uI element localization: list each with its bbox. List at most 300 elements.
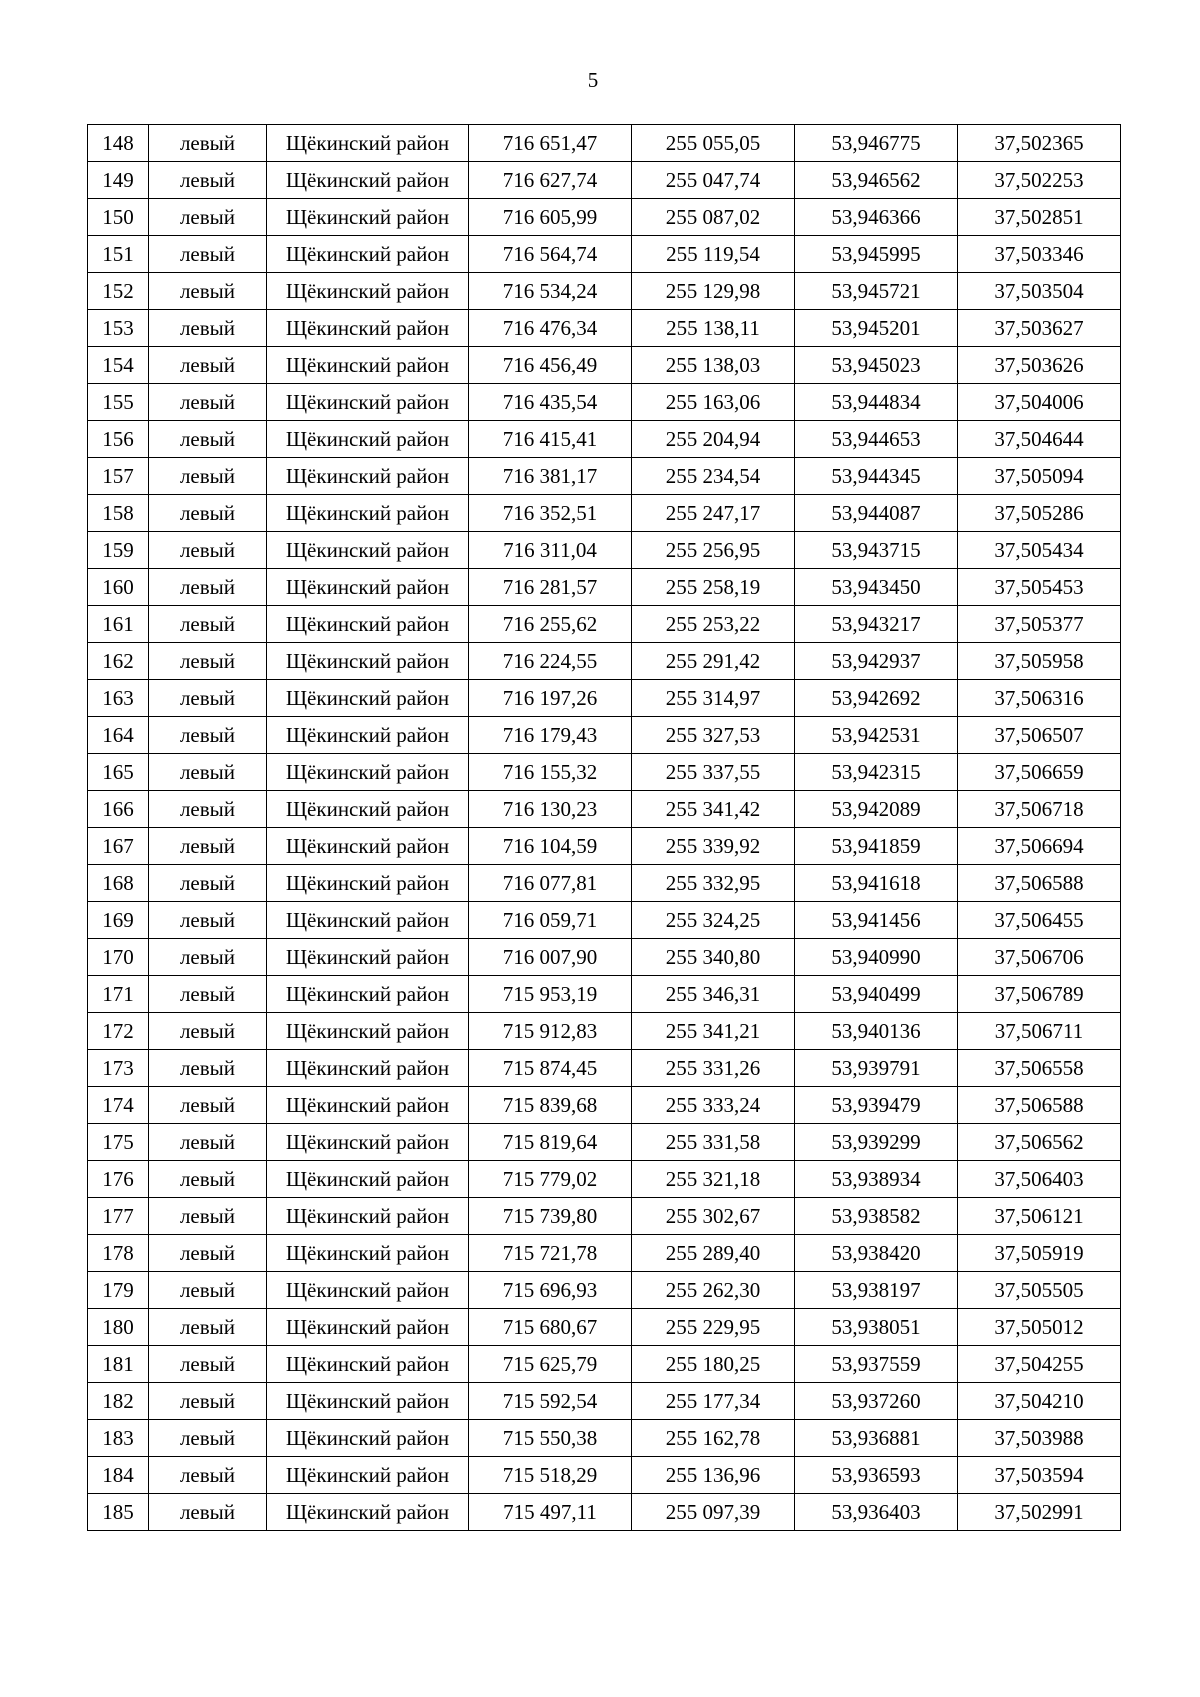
latitude-cell: 53,946775 xyxy=(795,125,958,162)
longitude-cell: 37,506588 xyxy=(958,1087,1121,1124)
point-number-cell: 156 xyxy=(88,421,149,458)
point-number-cell: 154 xyxy=(88,347,149,384)
point-number-cell: 158 xyxy=(88,495,149,532)
bank-side-cell: левый xyxy=(149,1124,267,1161)
bank-side-cell: левый xyxy=(149,273,267,310)
bank-side-cell: левый xyxy=(149,1050,267,1087)
bank-side-cell: левый xyxy=(149,421,267,458)
district-cell: Щёкинский район xyxy=(267,199,469,236)
latitude-cell: 53,938934 xyxy=(795,1161,958,1198)
longitude-cell: 37,506121 xyxy=(958,1198,1121,1235)
bank-side-cell: левый xyxy=(149,1235,267,1272)
coord-y-cell: 255 327,53 xyxy=(632,717,795,754)
longitude-cell: 37,505377 xyxy=(958,606,1121,643)
point-number-cell: 150 xyxy=(88,199,149,236)
bank-side-cell: левый xyxy=(149,976,267,1013)
point-number-cell: 174 xyxy=(88,1087,149,1124)
table-row xyxy=(88,1198,1121,1235)
coord-y-cell: 255 247,17 xyxy=(632,495,795,532)
coord-x-cell: 715 839,68 xyxy=(469,1087,632,1124)
table-body xyxy=(88,125,1121,1531)
table-row xyxy=(88,273,1121,310)
latitude-cell: 53,942315 xyxy=(795,754,958,791)
coord-x-cell: 715 497,11 xyxy=(469,1494,632,1531)
coord-x-cell: 716 059,71 xyxy=(469,902,632,939)
point-number-cell: 185 xyxy=(88,1494,149,1531)
coord-y-cell: 255 321,18 xyxy=(632,1161,795,1198)
district-cell: Щёкинский район xyxy=(267,569,469,606)
longitude-cell: 37,506403 xyxy=(958,1161,1121,1198)
table-row xyxy=(88,1124,1121,1161)
point-number-cell: 178 xyxy=(88,1235,149,1272)
longitude-cell: 37,502365 xyxy=(958,125,1121,162)
longitude-cell: 37,502253 xyxy=(958,162,1121,199)
bank-side-cell: левый xyxy=(149,458,267,495)
latitude-cell: 53,936403 xyxy=(795,1494,958,1531)
coord-x-cell: 715 912,83 xyxy=(469,1013,632,1050)
latitude-cell: 53,939299 xyxy=(795,1124,958,1161)
district-cell: Щёкинский район xyxy=(267,347,469,384)
table-row xyxy=(88,1161,1121,1198)
table-row xyxy=(88,1050,1121,1087)
table-row xyxy=(88,532,1121,569)
coord-x-cell: 716 281,57 xyxy=(469,569,632,606)
longitude-cell: 37,506558 xyxy=(958,1050,1121,1087)
bank-side-cell: левый xyxy=(149,939,267,976)
coord-y-cell: 255 055,05 xyxy=(632,125,795,162)
point-number-cell: 175 xyxy=(88,1124,149,1161)
longitude-cell: 37,506507 xyxy=(958,717,1121,754)
table-row xyxy=(88,717,1121,754)
coord-x-cell: 716 456,49 xyxy=(469,347,632,384)
longitude-cell: 37,503504 xyxy=(958,273,1121,310)
point-number-cell: 181 xyxy=(88,1346,149,1383)
latitude-cell: 53,940499 xyxy=(795,976,958,1013)
bank-side-cell: левый xyxy=(149,1013,267,1050)
longitude-cell: 37,503346 xyxy=(958,236,1121,273)
latitude-cell: 53,939791 xyxy=(795,1050,958,1087)
bank-side-cell: левый xyxy=(149,495,267,532)
coord-y-cell: 255 324,25 xyxy=(632,902,795,939)
point-number-cell: 179 xyxy=(88,1272,149,1309)
table-row xyxy=(88,236,1121,273)
bank-side-cell: левый xyxy=(149,1198,267,1235)
table-row xyxy=(88,939,1121,976)
point-number-cell: 163 xyxy=(88,680,149,717)
coord-y-cell: 255 087,02 xyxy=(632,199,795,236)
latitude-cell: 53,939479 xyxy=(795,1087,958,1124)
longitude-cell: 37,503627 xyxy=(958,310,1121,347)
longitude-cell: 37,506588 xyxy=(958,865,1121,902)
coord-y-cell: 255 302,67 xyxy=(632,1198,795,1235)
coord-y-cell: 255 346,31 xyxy=(632,976,795,1013)
longitude-cell: 37,506562 xyxy=(958,1124,1121,1161)
table-row xyxy=(88,976,1121,1013)
table-row xyxy=(88,421,1121,458)
longitude-cell: 37,506316 xyxy=(958,680,1121,717)
longitude-cell: 37,505453 xyxy=(958,569,1121,606)
latitude-cell: 53,940136 xyxy=(795,1013,958,1050)
point-number-cell: 167 xyxy=(88,828,149,865)
district-cell: Щёкинский район xyxy=(267,495,469,532)
coord-y-cell: 255 177,34 xyxy=(632,1383,795,1420)
longitude-cell: 37,506694 xyxy=(958,828,1121,865)
coord-y-cell: 255 314,97 xyxy=(632,680,795,717)
bank-side-cell: левый xyxy=(149,569,267,606)
bank-side-cell: левый xyxy=(149,828,267,865)
district-cell: Щёкинский район xyxy=(267,791,469,828)
table-row xyxy=(88,1420,1121,1457)
coord-x-cell: 716 415,41 xyxy=(469,421,632,458)
coord-x-cell: 715 518,29 xyxy=(469,1457,632,1494)
district-cell: Щёкинский район xyxy=(267,1087,469,1124)
latitude-cell: 53,938051 xyxy=(795,1309,958,1346)
latitude-cell: 53,944834 xyxy=(795,384,958,421)
coord-y-cell: 255 229,95 xyxy=(632,1309,795,1346)
latitude-cell: 53,945995 xyxy=(795,236,958,273)
coord-x-cell: 715 696,93 xyxy=(469,1272,632,1309)
point-number-cell: 176 xyxy=(88,1161,149,1198)
point-number-cell: 159 xyxy=(88,532,149,569)
coord-y-cell: 255 262,30 xyxy=(632,1272,795,1309)
bank-side-cell: левый xyxy=(149,865,267,902)
coord-x-cell: 715 874,45 xyxy=(469,1050,632,1087)
latitude-cell: 53,942531 xyxy=(795,717,958,754)
bank-side-cell: левый xyxy=(149,532,267,569)
latitude-cell: 53,942692 xyxy=(795,680,958,717)
point-number-cell: 157 xyxy=(88,458,149,495)
coord-y-cell: 255 256,95 xyxy=(632,532,795,569)
longitude-cell: 37,505919 xyxy=(958,1235,1121,1272)
bank-side-cell: левый xyxy=(149,902,267,939)
table-row xyxy=(88,125,1121,162)
table-row xyxy=(88,1235,1121,1272)
bank-side-cell: левый xyxy=(149,1272,267,1309)
district-cell: Щёкинский район xyxy=(267,125,469,162)
table-row xyxy=(88,1272,1121,1309)
latitude-cell: 53,944653 xyxy=(795,421,958,458)
district-cell: Щёкинский район xyxy=(267,273,469,310)
longitude-cell: 37,505286 xyxy=(958,495,1121,532)
coord-x-cell: 716 311,04 xyxy=(469,532,632,569)
longitude-cell: 37,503988 xyxy=(958,1420,1121,1457)
longitude-cell: 37,504255 xyxy=(958,1346,1121,1383)
district-cell: Щёкинский район xyxy=(267,1494,469,1531)
coord-y-cell: 255 138,03 xyxy=(632,347,795,384)
point-number-cell: 173 xyxy=(88,1050,149,1087)
table-row xyxy=(88,754,1121,791)
district-cell: Щёкинский район xyxy=(267,310,469,347)
district-cell: Щёкинский район xyxy=(267,1457,469,1494)
table-row xyxy=(88,199,1121,236)
coord-x-cell: 716 381,17 xyxy=(469,458,632,495)
bank-side-cell: левый xyxy=(149,162,267,199)
coord-x-cell: 715 953,19 xyxy=(469,976,632,1013)
point-number-cell: 148 xyxy=(88,125,149,162)
point-number-cell: 166 xyxy=(88,791,149,828)
point-number-cell: 164 xyxy=(88,717,149,754)
table-row xyxy=(88,458,1121,495)
district-cell: Щёкинский район xyxy=(267,1309,469,1346)
district-cell: Щёкинский район xyxy=(267,458,469,495)
district-cell: Щёкинский район xyxy=(267,606,469,643)
coord-x-cell: 716 605,99 xyxy=(469,199,632,236)
coord-y-cell: 255 138,11 xyxy=(632,310,795,347)
latitude-cell: 53,938420 xyxy=(795,1235,958,1272)
latitude-cell: 53,941456 xyxy=(795,902,958,939)
coord-x-cell: 716 435,54 xyxy=(469,384,632,421)
longitude-cell: 37,503626 xyxy=(958,347,1121,384)
longitude-cell: 37,505958 xyxy=(958,643,1121,680)
coord-x-cell: 716 534,24 xyxy=(469,273,632,310)
coord-y-cell: 255 289,40 xyxy=(632,1235,795,1272)
coord-x-cell: 716 627,74 xyxy=(469,162,632,199)
latitude-cell: 53,942937 xyxy=(795,643,958,680)
coord-y-cell: 255 331,58 xyxy=(632,1124,795,1161)
longitude-cell: 37,502991 xyxy=(958,1494,1121,1531)
table-row xyxy=(88,643,1121,680)
district-cell: Щёкинский район xyxy=(267,1124,469,1161)
coord-y-cell: 255 163,06 xyxy=(632,384,795,421)
coord-y-cell: 255 204,94 xyxy=(632,421,795,458)
coord-x-cell: 715 739,80 xyxy=(469,1198,632,1235)
bank-side-cell: левый xyxy=(149,310,267,347)
point-number-cell: 172 xyxy=(88,1013,149,1050)
district-cell: Щёкинский район xyxy=(267,939,469,976)
longitude-cell: 37,506659 xyxy=(958,754,1121,791)
coord-y-cell: 255 341,42 xyxy=(632,791,795,828)
coord-x-cell: 715 680,67 xyxy=(469,1309,632,1346)
longitude-cell: 37,505505 xyxy=(958,1272,1121,1309)
coord-y-cell: 255 129,98 xyxy=(632,273,795,310)
longitude-cell: 37,506789 xyxy=(958,976,1121,1013)
coord-y-cell: 255 253,22 xyxy=(632,606,795,643)
bank-side-cell: левый xyxy=(149,1457,267,1494)
latitude-cell: 53,937559 xyxy=(795,1346,958,1383)
longitude-cell: 37,504006 xyxy=(958,384,1121,421)
coord-x-cell: 716 476,34 xyxy=(469,310,632,347)
coord-x-cell: 715 819,64 xyxy=(469,1124,632,1161)
coord-x-cell: 716 155,32 xyxy=(469,754,632,791)
table-row xyxy=(88,569,1121,606)
latitude-cell: 53,941618 xyxy=(795,865,958,902)
coord-y-cell: 255 162,78 xyxy=(632,1420,795,1457)
table-row xyxy=(88,902,1121,939)
latitude-cell: 53,946366 xyxy=(795,199,958,236)
coord-y-cell: 255 180,25 xyxy=(632,1346,795,1383)
latitude-cell: 53,945023 xyxy=(795,347,958,384)
longitude-cell: 37,502851 xyxy=(958,199,1121,236)
bank-side-cell: левый xyxy=(149,643,267,680)
coord-y-cell: 255 291,42 xyxy=(632,643,795,680)
coord-y-cell: 255 136,96 xyxy=(632,1457,795,1494)
district-cell: Щёкинский район xyxy=(267,754,469,791)
coord-x-cell: 716 197,26 xyxy=(469,680,632,717)
coord-x-cell: 716 651,47 xyxy=(469,125,632,162)
coord-y-cell: 255 258,19 xyxy=(632,569,795,606)
coord-y-cell: 255 333,24 xyxy=(632,1087,795,1124)
bank-side-cell: левый xyxy=(149,1161,267,1198)
district-cell: Щёкинский район xyxy=(267,828,469,865)
latitude-cell: 53,943450 xyxy=(795,569,958,606)
bank-side-cell: левый xyxy=(149,754,267,791)
district-cell: Щёкинский район xyxy=(267,162,469,199)
district-cell: Щёкинский район xyxy=(267,1050,469,1087)
point-number-cell: 151 xyxy=(88,236,149,273)
district-cell: Щёкинский район xyxy=(267,236,469,273)
coord-x-cell: 716 007,90 xyxy=(469,939,632,976)
table-row xyxy=(88,865,1121,902)
table-row xyxy=(88,1457,1121,1494)
coord-x-cell: 716 352,51 xyxy=(469,495,632,532)
district-cell: Щёкинский район xyxy=(267,421,469,458)
bank-side-cell: левый xyxy=(149,791,267,828)
district-cell: Щёкинский район xyxy=(267,1161,469,1198)
longitude-cell: 37,504644 xyxy=(958,421,1121,458)
point-number-cell: 165 xyxy=(88,754,149,791)
point-number-cell: 180 xyxy=(88,1309,149,1346)
table-row xyxy=(88,1013,1121,1050)
table-row xyxy=(88,384,1121,421)
latitude-cell: 53,944345 xyxy=(795,458,958,495)
coord-y-cell: 255 340,80 xyxy=(632,939,795,976)
page-number: 5 xyxy=(587,68,599,92)
point-number-cell: 170 xyxy=(88,939,149,976)
latitude-cell: 53,943715 xyxy=(795,532,958,569)
table-row xyxy=(88,1383,1121,1420)
latitude-cell: 53,943217 xyxy=(795,606,958,643)
district-cell: Щёкинский район xyxy=(267,717,469,754)
point-number-cell: 171 xyxy=(88,976,149,1013)
bank-side-cell: левый xyxy=(149,1383,267,1420)
latitude-cell: 53,944087 xyxy=(795,495,958,532)
district-cell: Щёкинский район xyxy=(267,976,469,1013)
latitude-cell: 53,946562 xyxy=(795,162,958,199)
district-cell: Щёкинский район xyxy=(267,643,469,680)
point-number-cell: 160 xyxy=(88,569,149,606)
district-cell: Щёкинский район xyxy=(267,1346,469,1383)
point-number-cell: 183 xyxy=(88,1420,149,1457)
latitude-cell: 53,938197 xyxy=(795,1272,958,1309)
latitude-cell: 53,940990 xyxy=(795,939,958,976)
latitude-cell: 53,941859 xyxy=(795,828,958,865)
coord-x-cell: 716 255,62 xyxy=(469,606,632,643)
bank-side-cell: левый xyxy=(149,1309,267,1346)
coord-y-cell: 255 341,21 xyxy=(632,1013,795,1050)
table-row xyxy=(88,680,1121,717)
table-row xyxy=(88,828,1121,865)
latitude-cell: 53,945721 xyxy=(795,273,958,310)
district-cell: Щёкинский район xyxy=(267,1235,469,1272)
bank-side-cell: левый xyxy=(149,606,267,643)
table-row xyxy=(88,606,1121,643)
coord-y-cell: 255 331,26 xyxy=(632,1050,795,1087)
district-cell: Щёкинский район xyxy=(267,680,469,717)
coord-y-cell: 255 234,54 xyxy=(632,458,795,495)
coord-y-cell: 255 339,92 xyxy=(632,828,795,865)
table-row xyxy=(88,1346,1121,1383)
longitude-cell: 37,503594 xyxy=(958,1457,1121,1494)
district-cell: Щёкинский район xyxy=(267,384,469,421)
longitude-cell: 37,505094 xyxy=(958,458,1121,495)
district-cell: Щёкинский район xyxy=(267,532,469,569)
longitude-cell: 37,505434 xyxy=(958,532,1121,569)
bank-side-cell: левый xyxy=(149,1087,267,1124)
coord-y-cell: 255 337,55 xyxy=(632,754,795,791)
latitude-cell: 53,938582 xyxy=(795,1198,958,1235)
point-number-cell: 182 xyxy=(88,1383,149,1420)
coord-x-cell: 715 721,78 xyxy=(469,1235,632,1272)
longitude-cell: 37,506711 xyxy=(958,1013,1121,1050)
table-row xyxy=(88,1087,1121,1124)
coord-x-cell: 716 224,55 xyxy=(469,643,632,680)
longitude-cell: 37,506706 xyxy=(958,939,1121,976)
point-number-cell: 153 xyxy=(88,310,149,347)
point-number-cell: 152 xyxy=(88,273,149,310)
latitude-cell: 53,945201 xyxy=(795,310,958,347)
bank-side-cell: левый xyxy=(149,236,267,273)
district-cell: Щёкинский район xyxy=(267,1383,469,1420)
bank-side-cell: левый xyxy=(149,1346,267,1383)
table-row xyxy=(88,347,1121,384)
bank-side-cell: левый xyxy=(149,680,267,717)
coord-x-cell: 715 779,02 xyxy=(469,1161,632,1198)
table-row xyxy=(88,495,1121,532)
bank-side-cell: левый xyxy=(149,717,267,754)
district-cell: Щёкинский район xyxy=(267,1198,469,1235)
district-cell: Щёкинский район xyxy=(267,1272,469,1309)
bank-side-cell: левый xyxy=(149,199,267,236)
table-row xyxy=(88,791,1121,828)
district-cell: Щёкинский район xyxy=(267,1013,469,1050)
coord-x-cell: 716 077,81 xyxy=(469,865,632,902)
latitude-cell: 53,937260 xyxy=(795,1383,958,1420)
coord-x-cell: 716 130,23 xyxy=(469,791,632,828)
coord-x-cell: 715 625,79 xyxy=(469,1346,632,1383)
latitude-cell: 53,942089 xyxy=(795,791,958,828)
district-cell: Щёкинский район xyxy=(267,1420,469,1457)
coord-x-cell: 715 550,38 xyxy=(469,1420,632,1457)
coord-y-cell: 255 332,95 xyxy=(632,865,795,902)
bank-side-cell: левый xyxy=(149,125,267,162)
point-number-cell: 155 xyxy=(88,384,149,421)
district-cell: Щёкинский район xyxy=(267,865,469,902)
table-row xyxy=(88,1494,1121,1531)
bank-side-cell: левый xyxy=(149,347,267,384)
point-number-cell: 184 xyxy=(88,1457,149,1494)
coord-y-cell: 255 119,54 xyxy=(632,236,795,273)
latitude-cell: 53,936881 xyxy=(795,1420,958,1457)
bank-side-cell: левый xyxy=(149,1494,267,1531)
point-number-cell: 161 xyxy=(88,606,149,643)
point-number-cell: 168 xyxy=(88,865,149,902)
latitude-cell: 53,936593 xyxy=(795,1457,958,1494)
longitude-cell: 37,504210 xyxy=(958,1383,1121,1420)
table-row xyxy=(88,162,1121,199)
point-number-cell: 162 xyxy=(88,643,149,680)
longitude-cell: 37,506718 xyxy=(958,791,1121,828)
point-number-cell: 177 xyxy=(88,1198,149,1235)
district-cell: Щёкинский район xyxy=(267,902,469,939)
point-number-cell: 149 xyxy=(88,162,149,199)
table-row xyxy=(88,310,1121,347)
coord-x-cell: 715 592,54 xyxy=(469,1383,632,1420)
coord-x-cell: 716 104,59 xyxy=(469,828,632,865)
longitude-cell: 37,506455 xyxy=(958,902,1121,939)
coord-x-cell: 716 564,74 xyxy=(469,236,632,273)
coord-y-cell: 255 047,74 xyxy=(632,162,795,199)
point-number-cell: 169 xyxy=(88,902,149,939)
